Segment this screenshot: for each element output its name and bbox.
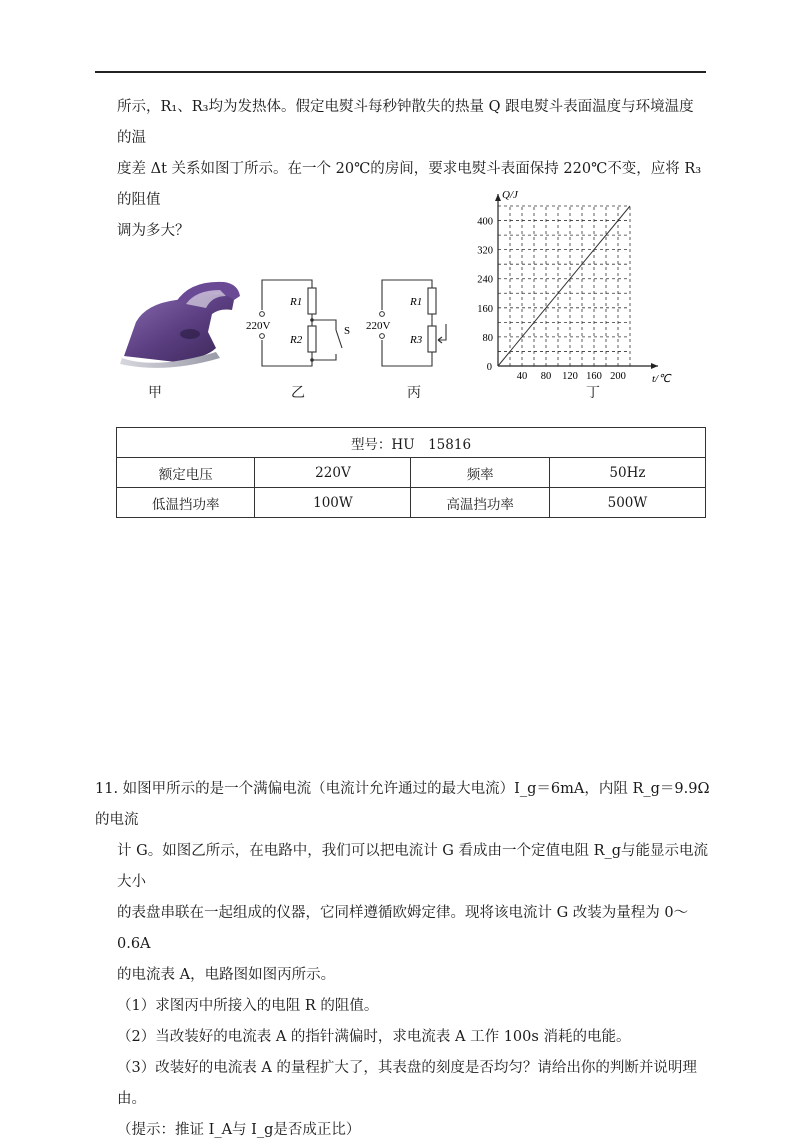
y-tick-label: 400 [477,216,493,228]
x-tick-label: 120 [562,371,578,382]
q11-hint: （提示：推证 I_A与 I_g是否成正比） [117,1122,361,1138]
q11-sub1: （1）求图丙中所接入的电阻 R 的阻值。 [117,998,379,1014]
x-tick-label: 200 [610,371,626,382]
x-tick-label: 160 [586,371,602,382]
question-11 [95,774,710,1146]
q11-sub2: （2）当改装好的电流表 A 的指针满偏时，求电流表 A 工作 100s 消耗的电能。 [117,1029,631,1045]
table-cell: 500W [549,488,705,518]
table-cell: 100W [255,488,411,518]
table-model-cell: 型号：HU 15816 [117,428,706,458]
figure-label-bing: 丙 [407,385,421,401]
figure-label-yi: 乙 [291,385,305,401]
q-vs-t-chart [458,186,708,386]
series-line [498,206,630,366]
table-cell: 低温挡功率 [117,488,255,518]
y-axis-arrow [495,194,501,201]
x-axis-arrow [651,363,658,369]
q11-line2: 计 G。如图乙所示，在电路中，我们可以把电流计 G 看成由一个定值电阻 R_g与能显示电流大小 [117,843,709,890]
table-row [117,458,706,488]
circuit-yi-switch: S [344,325,351,337]
y-tick-label: 320 [477,245,493,257]
table-cell: 50Hz [549,458,705,488]
circuit-bing-voltage: 220V [366,320,391,332]
iron-illustration [116,274,246,374]
y-tick-label: 160 [477,303,493,315]
circuit-bing [360,274,470,374]
q10-intro-line2: 度差 Δt 关系如图丁所示。在一个 20℃的房间，要求电熨斗表面保持 220℃不变，应将 R₃的阻值 [117,161,702,208]
table-cell: 额定电压 [117,458,255,488]
y-tick-label: 80 [482,332,493,344]
q11-line4: 的电流表 A，电路图如图丙所示。 [117,967,336,983]
circuit-yi-voltage: 220V [246,320,271,332]
circuit-bing-r3: R3 [410,334,423,346]
q11-line3: 的表盘串联在一起组成的仪器，它同样遵循欧姆定律。现将该电流计 G 改装为量程为 0～0.6A [117,905,689,952]
spec-table [116,427,706,518]
table-cell: 高温挡功率 [411,488,549,518]
figure-label-ding: 丁 [586,385,600,401]
figures-row [108,186,708,406]
circuit-yi [240,274,360,374]
header-rule [95,71,706,73]
q10-intro-line3: 调为多大？ [117,223,190,239]
circuit-bing-r1: R1 [410,296,423,308]
x-tick-label: 40 [516,371,528,382]
table-row [117,488,706,518]
y-tick-label: 240 [477,274,493,286]
x-axis-label: t/℃ [652,373,671,385]
figure-label-jia: 甲 [148,385,162,401]
table-cell: 频率 [411,458,549,488]
q11-sub3: （3）改装好的电流表 A 的量程扩大了，其表盘的刻度是否均匀？请给出你的判断并说明理由。 [117,1060,697,1107]
y-axis-label: Q/J [502,189,518,201]
q11-line1: 11. 如图甲所示的是一个满偏电流（电流计允许通过的最大电流）I_g＝6mA，内阻 R_g＝9.9Ω 的电流 [95,781,710,828]
table-row [117,428,706,458]
circuit-yi-r1: R1 [290,296,303,308]
x-tick-label: 80 [540,371,552,382]
origin-label: 0 [486,362,492,373]
circuit-yi-r2: R2 [290,334,303,346]
table-cell: 220V [255,458,411,488]
q10-intro-line1: 所示，R₁、R₃均为发热体。假定电熨斗每秒钟散失的热量 Q 跟电熨斗表面温度与环境温度的温 [117,99,694,146]
